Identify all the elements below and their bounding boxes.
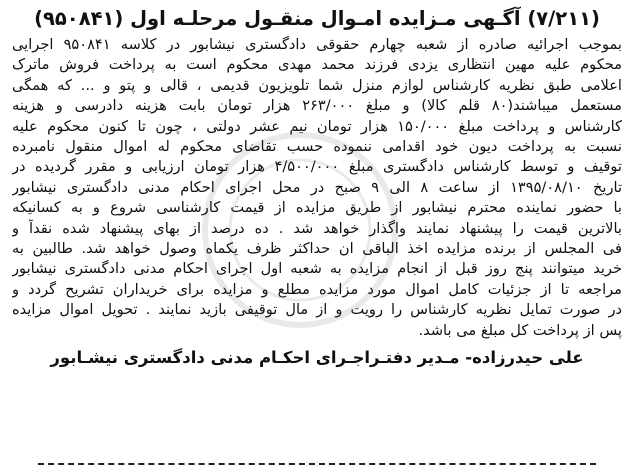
notice-line: با حضور نماینده محترم نیشابور از طریق مزایده از قیمت کارشناسی شروع و به کسانیکه	[12, 199, 622, 217]
notice-line: تاریخ ۱۳۹۵/۰۸/۱۰ از ساعت ۸ الی ۹ صبح در محل اجرای احکام مدنی دادگستری نیشابور	[12, 178, 622, 196]
notice-line: مستعمل میباشند(۸۰ قلم کالا) و مبلغ ۲۶۳/۰۰۰ هزار تومان بابت هزینه دادرسی و هزینه	[12, 97, 622, 115]
notice-body	[12, 35, 622, 341]
notice-line: در صورت تمایل نظریه کارشناس را رویت و از مال توقیفی بازید نمایند . تحویل اموال مزایده	[12, 301, 622, 319]
notice-line: پس از پرداخت کل مبلغ می باشد.	[418, 321, 622, 339]
notice-line: فی المجلس از برنده مزایده اخذ الباقی ان حداکثر ظرف یکماه وصول خواهد شد. طالبین به	[12, 240, 622, 258]
notice-line: محکوم علیه مهین انتظاری یزدی فرزند محمد مهدی محکوم است به پرداخت فروش ماترک	[12, 56, 622, 74]
notice-line: اعلامی طبق نظریه کارشناس لوازم منزل شما تلویزیون قدیمی ، قالی و پتو و ... که همگی	[12, 76, 622, 94]
bottom-divider	[38, 463, 596, 465]
notice-line: مراجعه تا از جزئیات کامل اموال مورد مزایده مطلع و مزایده برای خریداران تشریح گردد و	[12, 280, 622, 298]
notice-line: توقیف و توسط کارشناس دادگستری مبلغ ۴/۵۰۰/۰۰۰ هزار تومان ارزیابی و مقرر گردیده در	[12, 158, 622, 176]
notice-line: بموجب اجرائیه صادره از شعبه چهارم حقوقی دادگستری نیشابور در کلاسه ۹۵۰۸۴۱ اجرایی	[12, 36, 622, 53]
notice-line: نسبت به پرداخت دیون خود اقدامی ننموده حسب تقاضای محکوم له اموال منقول نامبرده	[12, 138, 622, 156]
notice-title: (۷/۲۱۱) آگـهی مـزایده امـوال منقـول مرحلـه اول (۹۵۰۸۴۱)	[34, 7, 600, 30]
notice-signature: علی حیدرزاده- مـدیر دفتـراجـرای احکـام مدنی دادگستری نیشـابور	[50, 348, 584, 368]
notice-line: بالاترین قیمت را پیشنهاد نمایند واگذار خواهد شد . ده درصد از بهای پیشنهاد شده نقداً و	[12, 219, 622, 237]
notice-line: خرید میتوانند پنج روز قبل از انجام مزایده به شعبه اول اجرای احکام مدنی دادگستری نیشابور	[12, 260, 622, 278]
notice-line: کارشناس و پرداخت مبلغ ۱۵۰/۰۰۰ هزار تومان نیم عشر دولتی ، چون تا کنون محکوم علیه	[12, 117, 622, 135]
